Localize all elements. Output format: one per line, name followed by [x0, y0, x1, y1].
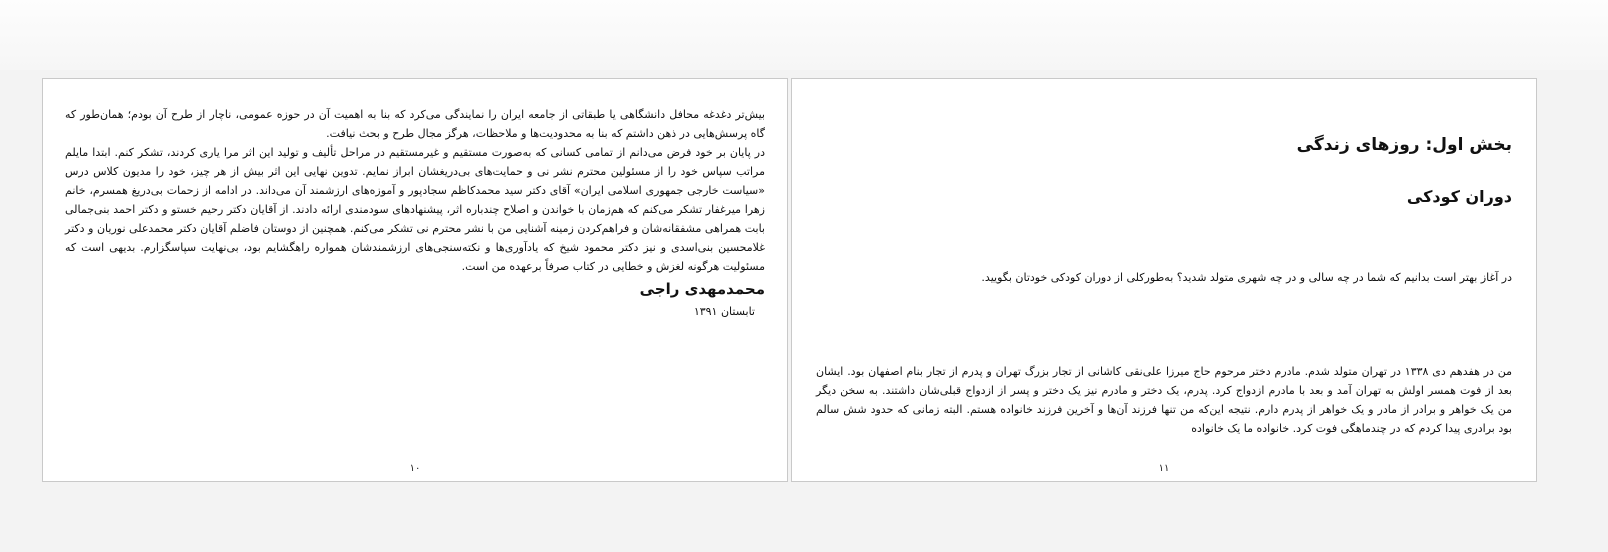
interview-question: در آغاز بهتر است بدانیم که شما در چه سالی و در چه شهری متولد شدید؟ به‌طورکلی از دوران کودکی خودتان بگویید.: [981, 271, 1512, 284]
part-title: بخش اول: روزهای زندگی: [1296, 135, 1512, 155]
interview-answer: من در هفدهم دی ۱۳۳۸ در تهران متولد شدم. مادرم دختر مرحوم حاج میرزا علی‌نقی کاشانی از تجار بزرگ تهران و پدرم از تجار بنام اصفهان بود. ایشان بعد از فوت همسر اولش به تهران آمد و بعد با مادرم ازدواج کرد. پدرم، یک دختر و مادرم نیز یک دختر و پسر از ازدواج قبلی‌شان داشتند. به سخن دیگر من یک خواهر و برادر از مادر و یک خواهر از پدرم دارم. نتیجه این‌که من تنها فرزند آن‌ها و آخرین فرزند خانواده هستم. البته زمانی که حدود شش سالم بود برادری پیدا کردم که در چندماهگی فوت کرد. خانواده ما یک خانواده: [816, 365, 1512, 435]
chapter-title: دوران کودکی: [1406, 187, 1512, 206]
page-number-right: ۱۱: [1158, 463, 1170, 474]
paragraph-1: بیش‌تر دغدغه محافل دانشگاهی یا طبقاتی از جامعه ایران را نمایندگی می‌کرد که بنا به اهمیت آن در حوزه عمومی، ناچار از طرح آن بودم؛ همان‌طور که گاه پرسش‌هایی در ذهن داشتم که بنا به محدودیت‌ها و ملاحظات، هرگز مجال طرح و بحث نیافت.: [65, 108, 765, 140]
acknowledgement-text: [65, 105, 765, 276]
page-number-left: ۱۰: [409, 463, 421, 474]
book-page-left: [42, 78, 788, 482]
author-signature: محمدمهدی راجی: [639, 280, 765, 298]
paragraph-2: در پایان بر خود فرض می‌دانم از تمامی کسانی که به‌صورت مستقیم و غیرمستقیم در مراحل تألیف و تولید این اثر مرا یاری کردند، تشکر کنم. ابتدا مایلم مراتب سپاس خود را از مسئولین محترم نشر نی و حمایت‌های بی‌دریغشان ابراز نمایم. تدوین نهایی این اثر بیش از هر چیز، خود را مدیون کلاس درس «سیاست خارجی جمهوری اسلامی ایران» آقای دکتر سید محمدکاظم سجادپور و آموزه‌های ارزشمند آن می‌داند. در ادامه از زحمات بی‌دریغ همسرم، خانم زهرا میرغفار تشکر می‌کنم که هم‌زمان با خواندن و اصلاح چندباره اثر، پیشنهادهای سودمندی ارائه دادند. از آقایان دکتر رحیم خستو و دکتر احمد بنی‌جمالی بابت همراهی مشفقانه‌شان و فراهم‌کردن زمینه آشنایی من با نشر محترم نی تشکر می‌کنم. همچنین از دوستان فاضلم آقایان دکتر محمدعلی نوریان و دکتر غلامحسین بنی‌اسدی و نیز دکتر محمود شیخ که یادآوری‌ها و نکته‌سنجی‌های ارزشمندشان همواره راهگشایم بود، بی‌نهایت سپاسگزارم. بدیهی است که مسئولیت هرگونه لغزش و خطایی در کتاب صرفاً برعهده من است.: [65, 146, 765, 273]
signature-date: تابستان ۱۳۹۱: [693, 305, 755, 318]
viewer-top-band: [0, 0, 1608, 70]
book-page-right: [791, 78, 1537, 482]
